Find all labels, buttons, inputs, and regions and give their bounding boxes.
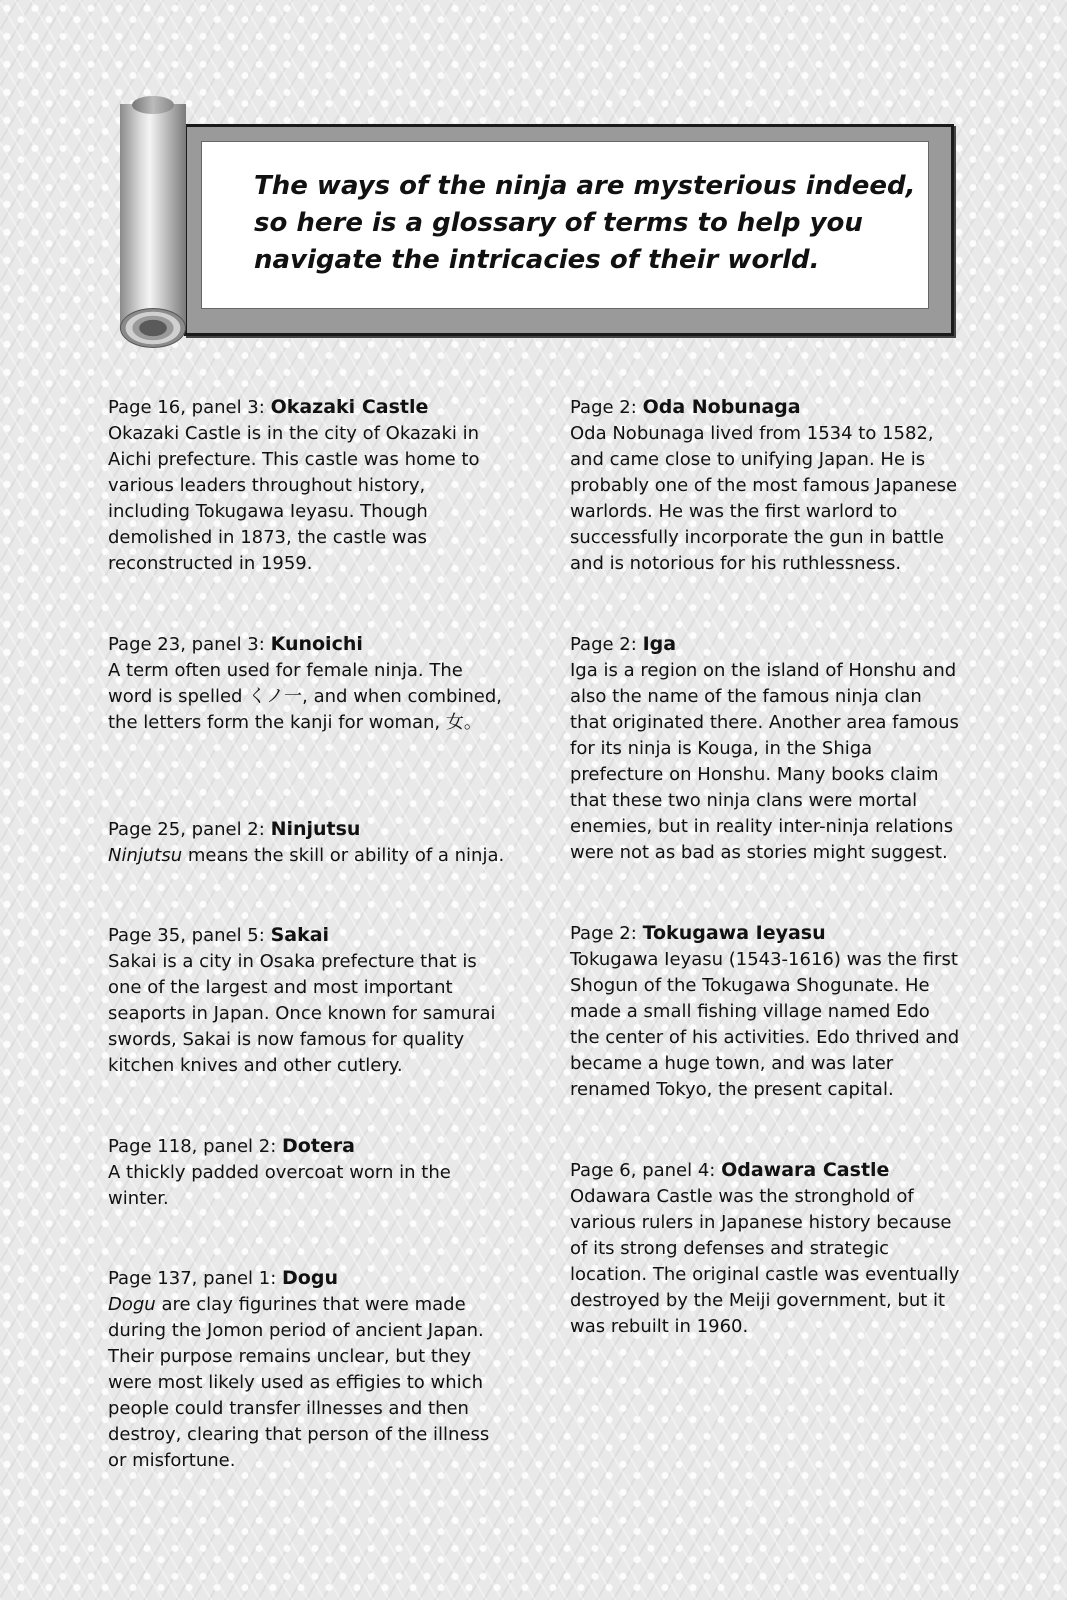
entry-definition: Tokugawa Ieyasu (1543-1616) was the first Shogun of the Tokugawa Shogunate. He made a small fishing village named Edo the center of his activities. Edo thrived and became a huge town, and was later renamed Tokyo, the present capital. xyxy=(570,949,960,1100)
entry-heading xyxy=(108,394,508,421)
entry-location: Page 35, panel 5: xyxy=(108,925,265,946)
entry-term: Ninjutsu xyxy=(270,818,361,840)
entry-term: Sakai xyxy=(270,924,330,946)
entry-heading xyxy=(570,920,960,947)
entry-definition xyxy=(108,843,518,869)
entry-term: Tokugawa Ieyasu xyxy=(642,922,826,944)
entry-location: Page 25, panel 2: xyxy=(108,819,265,840)
glossary-entry-iga xyxy=(570,631,960,866)
entry-location: Page 2: xyxy=(570,397,637,418)
entry-location: Page 2: xyxy=(570,923,637,944)
entry-definition: Iga is a region on the island of Honshu and also the name of the famous ninja clan that originated there. Another area famous for its ninja is Kouga, in the Shiga prefecture on Honshu. Many books claim that these two ninja clans were mortal enemies, but in reality inter-ninja relations were not as bad as stories might suggest. xyxy=(570,660,959,863)
entry-term: Oda Nobunaga xyxy=(642,396,801,418)
glossary-entry-odawara-castle xyxy=(570,1157,960,1340)
entry-heading xyxy=(570,1157,960,1184)
entry-location: Page 2: xyxy=(570,634,637,655)
glossary-entry-dotera xyxy=(108,1133,468,1212)
entry-definition xyxy=(108,1292,498,1474)
entry-heading xyxy=(570,394,960,421)
glossary-entry-kunoichi xyxy=(108,631,508,736)
banner-text: The ways of the ninja are mysterious indeed, so here is a glossary of terms to help you navigate the intricacies of their world. xyxy=(254,171,916,275)
entry-heading xyxy=(108,631,508,658)
scroll-roll-icon xyxy=(120,96,186,346)
entry-heading xyxy=(108,816,518,843)
glossary-entry-oda-nobunaga xyxy=(570,394,960,577)
banner-panel xyxy=(201,141,929,309)
entry-location: Page 118, panel 2: xyxy=(108,1136,277,1157)
entry-heading xyxy=(108,1133,468,1160)
entry-term: Dogu xyxy=(282,1267,338,1289)
banner-frame xyxy=(184,124,954,336)
entry-definition: Oda Nobunaga lived from 1534 to 1582, and came close to unifying Japan. He is probably one of the most famous Japanese warlords. He was the first warlord to successfully incorporate the gun in battle and is notorious for his ruthlessness. xyxy=(570,423,958,574)
entry-location: Page 16, panel 3: xyxy=(108,397,265,418)
entry-term: Okazaki Castle xyxy=(270,396,429,418)
entry-location: Page 23, panel 3: xyxy=(108,634,265,655)
entry-italic-term: Ninjutsu xyxy=(108,845,183,866)
glossary-entry-dogu xyxy=(108,1265,498,1474)
entry-definition: A term often used for female ninja. The word is spelled くノ一, and when combined, the letters form the kanji for woman, 女。 xyxy=(108,660,503,733)
scroll-banner xyxy=(118,96,958,348)
entry-heading xyxy=(108,922,508,949)
glossary-entry-sakai xyxy=(108,922,508,1079)
entry-definition: Okazaki Castle is in the city of Okazaki in Aichi prefecture. This castle was home to various leaders throughout history, including Tokugawa Ieyasu. Though demolished in 1873, the castle was reconstructed in 1959. xyxy=(108,423,480,574)
entry-heading xyxy=(108,1265,498,1292)
entry-definition: Odawara Castle was the stronghold of various rulers in Japanese history because of its strong defenses and strategic location. The original castle was eventually destroyed by the Meiji government, but it was rebuilt in 1960. xyxy=(570,1186,960,1337)
entry-italic-term: Dogu xyxy=(108,1294,156,1315)
entry-definition-rest: are clay figurines that were made during the Jomon period of ancient Japan. Their purpose remains unclear, but they were most likely used as effigies to which people could transfer illnesses and then destroy, clearing that person of the illness or misfortune. xyxy=(108,1294,490,1471)
entry-definition-rest: means the skill or ability of a ninja. xyxy=(182,845,505,866)
entry-location: Page 137, panel 1: xyxy=(108,1268,277,1289)
entry-definition: A thickly padded overcoat worn in the winter. xyxy=(108,1162,451,1209)
entry-heading xyxy=(570,631,960,658)
glossary-entry-ninjutsu xyxy=(108,816,518,869)
entry-term: Dotera xyxy=(282,1135,356,1157)
glossary-entry-okazaki-castle xyxy=(108,394,508,577)
entry-term: Iga xyxy=(642,633,677,655)
entry-definition: Sakai is a city in Osaka prefecture that is one of the largest and most important seaports in Japan. Once known for samurai swords, Sakai is now famous for quality kitchen knives and other cutlery. xyxy=(108,951,496,1076)
glossary-entry-tokugawa-ieyasu xyxy=(570,920,960,1103)
entry-term: Odawara Castle xyxy=(721,1159,890,1181)
entry-location: Page 6, panel 4: xyxy=(570,1160,716,1181)
entry-term: Kunoichi xyxy=(270,633,363,655)
